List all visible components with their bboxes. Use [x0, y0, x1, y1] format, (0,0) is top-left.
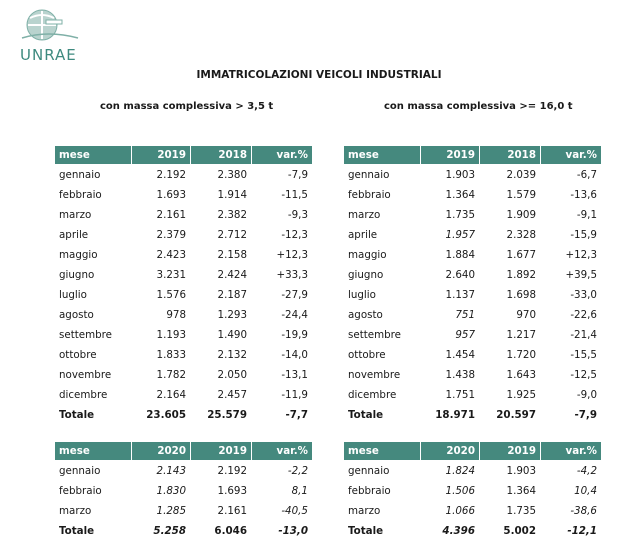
- header-row: [344, 146, 601, 164]
- column-header: var.%: [541, 442, 601, 460]
- column-header: mese: [55, 442, 131, 460]
- month-cell: gennaio: [59, 464, 101, 477]
- column-header: 2019: [132, 146, 190, 164]
- variation-cell: -38,6: [570, 504, 597, 517]
- variation-cell: +12,3: [276, 248, 308, 261]
- table-16t-2020: [343, 441, 602, 541]
- table-row: [55, 285, 312, 304]
- column-header: 2020: [132, 442, 190, 460]
- variation-cell: -27,9: [281, 288, 308, 301]
- value-cell: 2.187: [217, 288, 247, 301]
- variation-cell: +39,5: [565, 268, 597, 281]
- value-cell: 6.046: [214, 524, 247, 537]
- table-row: [344, 365, 601, 384]
- value-cell: 2.164: [156, 388, 186, 401]
- value-cell: 2.328: [506, 228, 536, 241]
- table-row: [344, 205, 601, 224]
- value-cell: 2.382: [217, 208, 247, 221]
- variation-cell: 8,1: [291, 484, 308, 497]
- value-cell: 1.066: [445, 504, 475, 517]
- column-header: mese: [344, 146, 420, 164]
- variation-cell: -22,6: [570, 308, 597, 321]
- value-cell: 2.161: [156, 208, 186, 221]
- value-cell: 2.424: [217, 268, 247, 281]
- variation-cell: -11,5: [281, 188, 308, 201]
- table-row: [344, 285, 601, 304]
- variation-cell: -7,7: [285, 408, 308, 421]
- table-row: [344, 385, 601, 404]
- month-cell: aprile: [348, 228, 378, 241]
- table-heavy-2019: [54, 145, 313, 425]
- table-row: [344, 501, 601, 520]
- logo-text: UNRAE: [20, 46, 77, 64]
- variation-cell: 10,4: [574, 484, 597, 497]
- month-cell: gennaio: [348, 464, 390, 477]
- total-row: [55, 405, 312, 424]
- month-cell: ottobre: [348, 348, 386, 361]
- column-header: var.%: [252, 442, 312, 460]
- table-row: [55, 245, 312, 264]
- total-row: [344, 521, 601, 540]
- value-cell: 5.002: [503, 524, 536, 537]
- month-cell: gennaio: [348, 168, 390, 181]
- column-header: 2018: [191, 146, 251, 164]
- variation-cell: +33,3: [276, 268, 308, 281]
- month-cell: febbraio: [59, 188, 102, 201]
- value-cell: 1.364: [506, 484, 536, 497]
- value-cell: 1.693: [217, 484, 247, 497]
- variation-cell: -40,5: [281, 504, 308, 517]
- value-cell: 2.192: [156, 168, 186, 181]
- value-cell: 18.971: [435, 408, 475, 421]
- table-row: [344, 345, 601, 364]
- value-cell: 1.833: [156, 348, 186, 361]
- month-cell: luglio: [59, 288, 87, 301]
- value-cell: 1.693: [156, 188, 186, 201]
- value-cell: 2.161: [217, 504, 247, 517]
- subtitle-right: con massa complessiva >= 16,0 t: [384, 101, 573, 112]
- table-16t-2019: [343, 145, 602, 425]
- value-cell: 1.914: [217, 188, 247, 201]
- value-cell: 23.605: [146, 408, 186, 421]
- month-cell: settembre: [59, 328, 113, 341]
- month-cell: novembre: [59, 368, 112, 381]
- variation-cell: -7,9: [574, 408, 597, 421]
- month-cell: febbraio: [348, 484, 391, 497]
- value-cell: 1.884: [445, 248, 475, 261]
- value-cell: 2.712: [217, 228, 247, 241]
- value-cell: 3.231: [156, 268, 186, 281]
- value-cell: 1.285: [156, 504, 186, 517]
- month-cell: Totale: [348, 408, 384, 421]
- variation-cell: -7,9: [287, 168, 308, 181]
- variation-cell: -19,9: [281, 328, 308, 341]
- table-row: [55, 265, 312, 284]
- value-cell: 2.050: [217, 368, 247, 381]
- month-cell: agosto: [348, 308, 383, 321]
- value-cell: 1.735: [445, 208, 475, 221]
- month-cell: gennaio: [59, 168, 101, 181]
- total-row: [344, 405, 601, 424]
- variation-cell: -12,3: [281, 228, 308, 241]
- month-cell: marzo: [348, 208, 381, 221]
- value-cell: 2.379: [156, 228, 186, 241]
- value-cell: 1.576: [156, 288, 186, 301]
- value-cell: 1.824: [445, 464, 475, 477]
- month-cell: agosto: [59, 308, 94, 321]
- value-cell: 2.132: [217, 348, 247, 361]
- value-cell: 1.751: [445, 388, 475, 401]
- column-header: 2019: [421, 146, 479, 164]
- table-row: [344, 481, 601, 500]
- month-cell: dicembre: [59, 388, 108, 401]
- month-cell: febbraio: [348, 188, 391, 201]
- value-cell: 2.457: [217, 388, 247, 401]
- column-header: mese: [344, 442, 420, 460]
- variation-cell: -33,0: [570, 288, 597, 301]
- value-cell: 2.039: [506, 168, 536, 181]
- table-row: [344, 265, 601, 284]
- value-cell: 1.193: [156, 328, 186, 341]
- table-row: [55, 305, 312, 324]
- table-row: [55, 345, 312, 364]
- table-row: [55, 481, 312, 500]
- month-cell: aprile: [59, 228, 89, 241]
- variation-cell: -9,0: [576, 388, 597, 401]
- table-row: [55, 365, 312, 384]
- month-cell: Totale: [59, 408, 95, 421]
- logo-globe-icon: [18, 8, 82, 48]
- value-cell: 957: [455, 328, 475, 341]
- table-heavy-2020: [54, 441, 313, 541]
- value-cell: 1.782: [156, 368, 186, 381]
- value-cell: 1.438: [445, 368, 475, 381]
- value-cell: 1.579: [506, 188, 536, 201]
- table-row: [344, 305, 601, 324]
- page-title: IMMATRICOLAZIONI VEICOLI INDUSTRIALI: [196, 69, 442, 81]
- value-cell: 1.892: [506, 268, 536, 281]
- month-cell: ottobre: [59, 348, 97, 361]
- month-cell: giugno: [348, 268, 384, 281]
- month-cell: giugno: [59, 268, 95, 281]
- header-row: [55, 442, 312, 460]
- value-cell: 1.957: [445, 228, 475, 241]
- variation-cell: -13,0: [278, 524, 308, 537]
- header-row: [344, 442, 601, 460]
- variation-cell: -24,4: [281, 308, 308, 321]
- value-cell: 751: [455, 308, 475, 321]
- value-cell: 1.909: [506, 208, 536, 221]
- column-header: var.%: [541, 146, 601, 164]
- value-cell: 1.720: [506, 348, 536, 361]
- column-header: 2019: [191, 442, 251, 460]
- table-row: [344, 245, 601, 264]
- month-cell: Totale: [348, 524, 384, 537]
- variation-cell: -11,9: [281, 388, 308, 401]
- value-cell: 1.830: [156, 484, 186, 497]
- value-cell: 1.490: [217, 328, 247, 341]
- header-row: [55, 146, 312, 164]
- column-header: mese: [55, 146, 131, 164]
- table-row: [344, 225, 601, 244]
- table-row: [55, 225, 312, 244]
- month-cell: marzo: [59, 208, 92, 221]
- value-cell: 2.423: [156, 248, 186, 261]
- value-cell: 2.158: [217, 248, 247, 261]
- column-header: 2018: [480, 146, 540, 164]
- column-header: 2020: [421, 442, 479, 460]
- subtitle-left: con massa complessiva > 3,5 t: [100, 101, 274, 112]
- value-cell: 1.643: [506, 368, 536, 381]
- table-row: [55, 185, 312, 204]
- table-row: [344, 325, 601, 344]
- variation-cell: -9,3: [287, 208, 308, 221]
- column-header: var.%: [252, 146, 312, 164]
- variation-cell: -2,2: [287, 464, 308, 477]
- value-cell: 1.925: [506, 388, 536, 401]
- month-cell: luglio: [348, 288, 376, 301]
- value-cell: 2.143: [156, 464, 186, 477]
- value-cell: 1.506: [445, 484, 475, 497]
- table-row: [55, 205, 312, 224]
- value-cell: 1.137: [445, 288, 475, 301]
- month-cell: maggio: [59, 248, 98, 261]
- table-row: [344, 165, 601, 184]
- value-cell: 1.293: [217, 308, 247, 321]
- value-cell: 1.677: [506, 248, 536, 261]
- value-cell: 1.903: [506, 464, 536, 477]
- table-row: [55, 165, 312, 184]
- variation-cell: -6,7: [576, 168, 597, 181]
- table-row: [55, 461, 312, 480]
- value-cell: 1.454: [445, 348, 475, 361]
- table-row: [344, 461, 601, 480]
- value-cell: 4.396: [442, 524, 475, 537]
- variation-cell: -9,1: [576, 208, 597, 221]
- value-cell: 25.579: [207, 408, 247, 421]
- month-cell: Totale: [59, 524, 95, 537]
- value-cell: 970: [516, 308, 536, 321]
- value-cell: 1.698: [506, 288, 536, 301]
- variation-cell: -4,2: [576, 464, 597, 477]
- month-cell: marzo: [59, 504, 92, 517]
- value-cell: 2.192: [217, 464, 247, 477]
- value-cell: 1.735: [506, 504, 536, 517]
- month-cell: maggio: [348, 248, 387, 261]
- value-cell: 978: [166, 308, 186, 321]
- total-row: [55, 521, 312, 540]
- table-row: [344, 185, 601, 204]
- month-cell: settembre: [348, 328, 402, 341]
- month-cell: dicembre: [348, 388, 397, 401]
- variation-cell: -15,9: [570, 228, 597, 241]
- month-cell: febbraio: [59, 484, 102, 497]
- value-cell: 2.640: [445, 268, 475, 281]
- value-cell: 2.380: [217, 168, 247, 181]
- variation-cell: -14,0: [281, 348, 308, 361]
- table-row: [55, 325, 312, 344]
- value-cell: 1.217: [506, 328, 536, 341]
- value-cell: 20.597: [496, 408, 536, 421]
- variation-cell: +12,3: [565, 248, 597, 261]
- unrae-logo: [18, 8, 82, 64]
- variation-cell: -13,6: [570, 188, 597, 201]
- month-cell: marzo: [348, 504, 381, 517]
- value-cell: 5.258: [153, 524, 186, 537]
- variation-cell: -13,1: [281, 368, 308, 381]
- variation-cell: -12,5: [570, 368, 597, 381]
- variation-cell: -15,5: [570, 348, 597, 361]
- table-row: [55, 385, 312, 404]
- column-header: 2019: [480, 442, 540, 460]
- variation-cell: -12,1: [567, 524, 597, 537]
- month-cell: novembre: [348, 368, 401, 381]
- variation-cell: -21,4: [570, 328, 597, 341]
- table-row: [55, 501, 312, 520]
- value-cell: 1.364: [445, 188, 475, 201]
- value-cell: 1.903: [445, 168, 475, 181]
